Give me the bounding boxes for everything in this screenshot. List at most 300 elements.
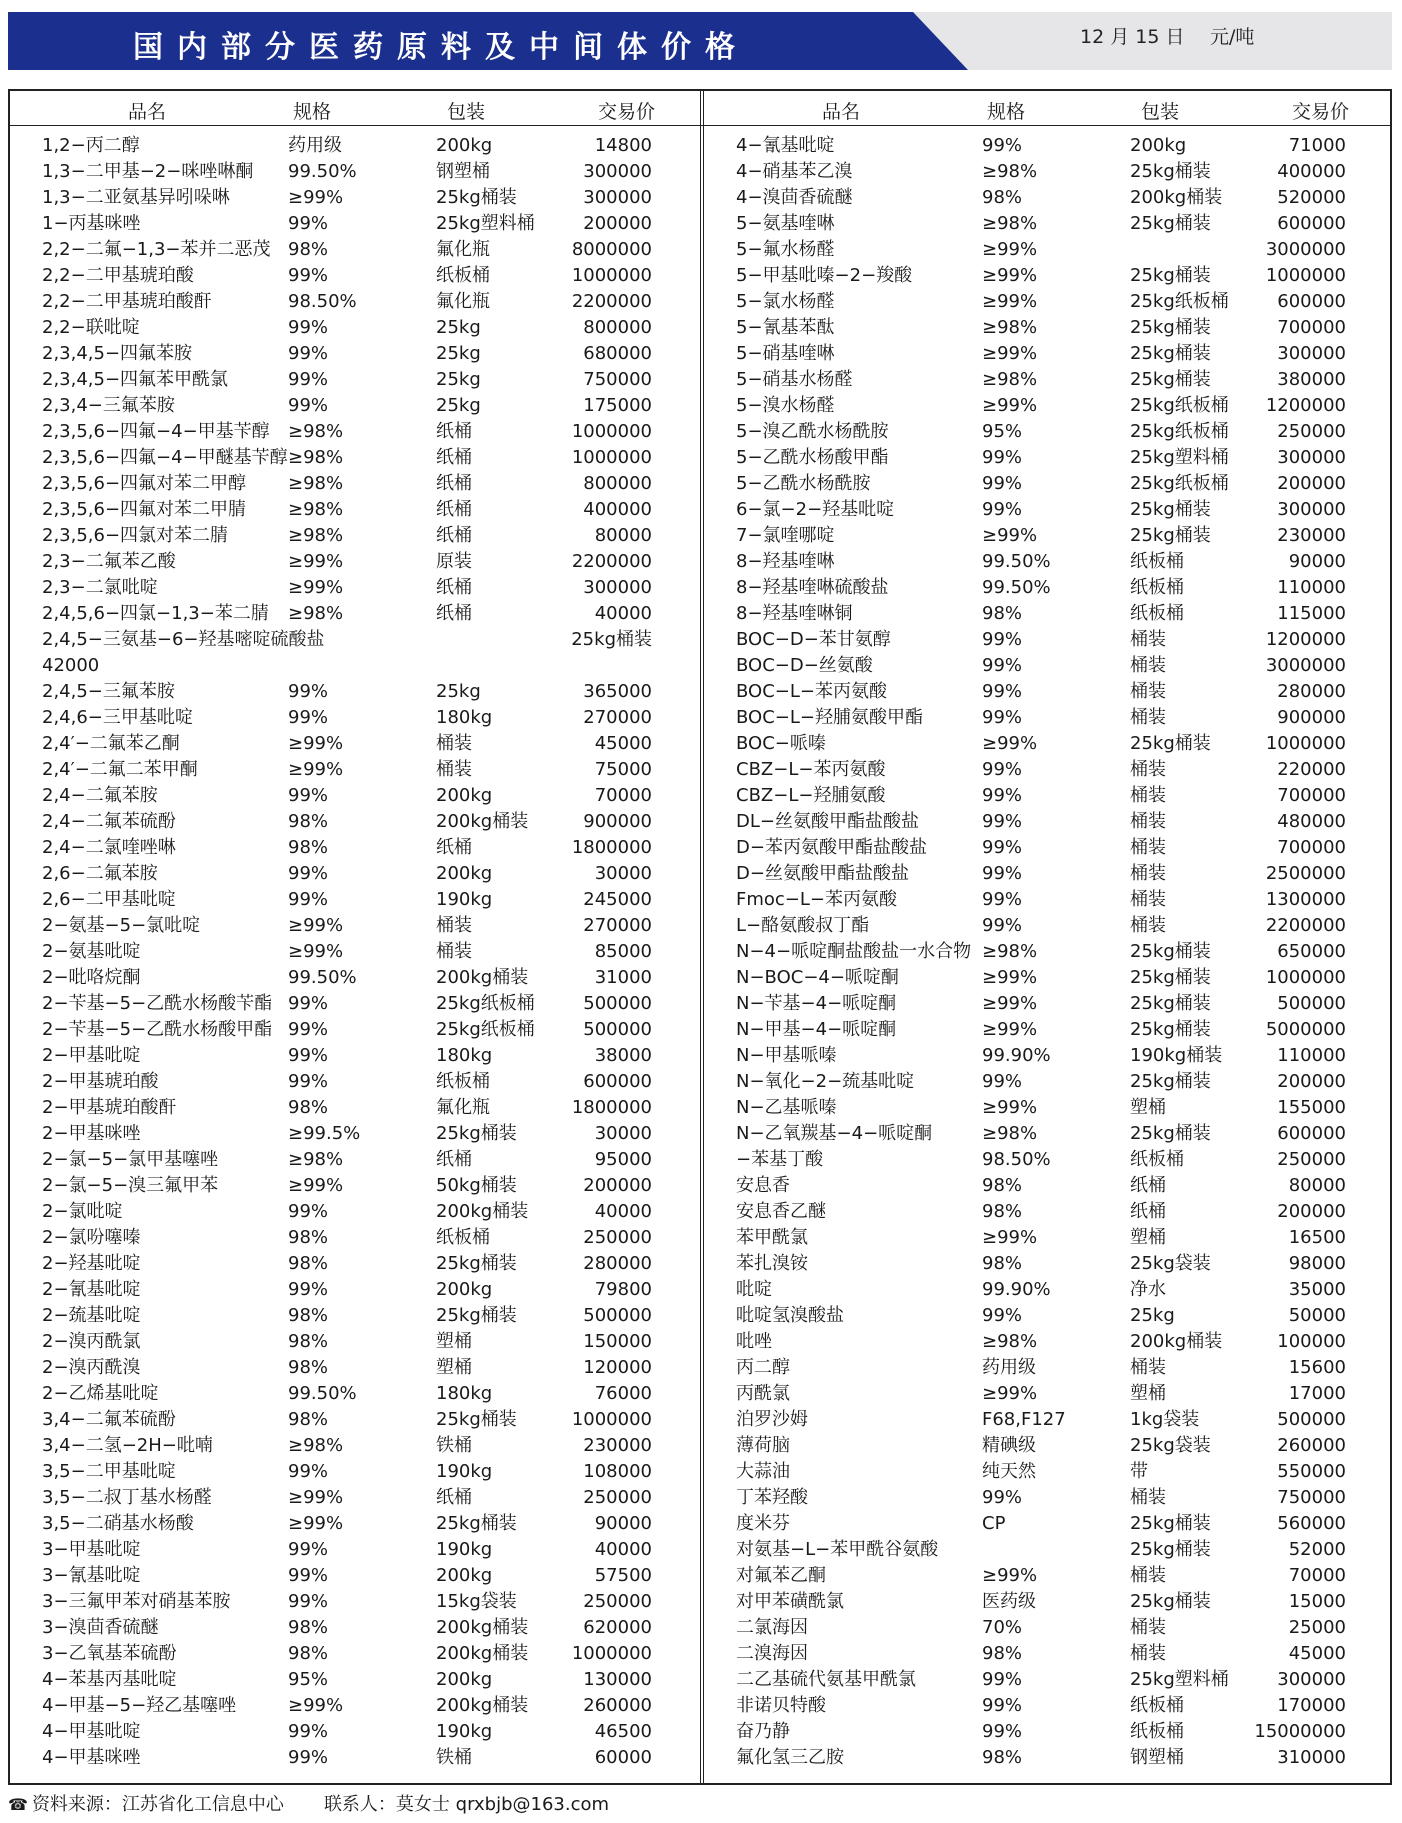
- product-price: 90000: [594, 1513, 652, 1534]
- product-spec: 98%: [982, 1201, 1023, 1222]
- product-packaging: 25kg纸板桶: [436, 993, 535, 1014]
- product-packaging: 190kg: [436, 1461, 493, 1482]
- product-packaging: 钢塑桶: [436, 161, 490, 182]
- product-name: 4−甲基咪唑: [42, 1747, 141, 1768]
- product-packaging: 纸板桶: [1130, 577, 1184, 598]
- product-spec: 98%: [982, 187, 1023, 208]
- product-name: 二氯海因: [736, 1617, 808, 1638]
- table-row: [10, 1251, 700, 1277]
- product-price: 200000: [1277, 1201, 1346, 1222]
- table-row: [704, 263, 1394, 289]
- product-price: 1000000: [571, 447, 652, 468]
- product-price: 900000: [583, 811, 652, 832]
- product-name: 安息香乙醚: [736, 1201, 826, 1222]
- product-packaging: 200kg桶装: [1130, 1331, 1223, 1352]
- product-name: D−丝氨酸甲酯盐酸盐: [736, 863, 909, 884]
- product-packaging: 190kg: [436, 1539, 493, 1560]
- table-row: [704, 289, 1394, 315]
- product-packaging: 25kg纸板桶: [436, 1019, 535, 1040]
- table-row: [10, 445, 700, 471]
- product-name: 3,4−二氟苯硫酚: [42, 1409, 176, 1430]
- product-spec: 99%: [288, 265, 329, 286]
- product-price: 600000: [1277, 1123, 1346, 1144]
- issue-date: 12 月 15 日: [1080, 26, 1185, 48]
- product-name: 2,3,4,5−四氟苯甲酰氯: [42, 369, 229, 390]
- product-name: 2,3,4−三氟苯胺: [42, 395, 175, 416]
- product-spec: 99%: [288, 785, 329, 806]
- product-packaging: 25kg桶装: [1130, 1123, 1211, 1144]
- product-name: 5−硝基喹啉: [736, 343, 835, 364]
- product-spec: 99.50%: [288, 161, 357, 182]
- table-row: [704, 1615, 1394, 1641]
- product-price: 5000000: [1265, 1019, 1346, 1040]
- product-spec: 99%: [288, 1201, 329, 1222]
- product-spec: 98%: [288, 1643, 329, 1664]
- product-price: 15000: [1288, 1591, 1346, 1612]
- product-spec: 98%: [288, 1331, 329, 1352]
- product-packaging: 桶装: [1130, 1643, 1166, 1664]
- product-packaging: 25kg: [436, 681, 481, 702]
- product-name: 2−氯吩噻嗪: [42, 1227, 141, 1248]
- product-price: 70000: [594, 785, 652, 806]
- product-name: 2,3,4,5−四氟苯胺: [42, 343, 193, 364]
- product-packaging: 桶装: [1130, 681, 1166, 702]
- table-row: [704, 1433, 1394, 1459]
- table-row: [704, 1225, 1394, 1251]
- product-packaging: 25kg桶装: [1130, 317, 1211, 338]
- product-name: 丙酰氯: [736, 1383, 790, 1404]
- product-name: 2−苄基−5−乙酰水杨酸苄酯: [42, 993, 273, 1014]
- table-row: [10, 1121, 700, 1147]
- product-spec: 99%: [982, 629, 1023, 650]
- product-spec: ≥99%: [288, 187, 344, 208]
- table-row: [704, 679, 1394, 705]
- product-spec: 99%: [982, 1695, 1023, 1716]
- table-row: [10, 471, 700, 497]
- product-price: 170000: [1277, 1695, 1346, 1716]
- product-packaging: 25kg纸板桶: [1130, 421, 1229, 442]
- product-name: 吡唑: [736, 1331, 772, 1352]
- product-price: 750000: [583, 369, 652, 390]
- product-spec: 99.50%: [288, 1383, 357, 1404]
- product-packaging: 纸板桶: [436, 265, 490, 286]
- product-price: 46500: [594, 1721, 652, 1742]
- table-row: [704, 1485, 1394, 1511]
- product-name: 2−乙烯基吡啶: [42, 1383, 159, 1404]
- product-price: 230000: [1277, 525, 1346, 546]
- table-row: [10, 783, 700, 809]
- product-name: CBZ−L−苯丙氨酸: [736, 759, 886, 780]
- product-packaging: 纸桶: [436, 421, 472, 442]
- table-row: [704, 731, 1394, 757]
- product-name: BOC−L−羟脯氨酸甲酯: [736, 707, 923, 728]
- product-spec: ≥99%: [982, 239, 1038, 260]
- table-row: [704, 757, 1394, 783]
- product-packaging: 25kg桶装: [1130, 1019, 1211, 1040]
- product-price: 500000: [583, 1019, 652, 1040]
- product-spec: 98%: [982, 1253, 1023, 1274]
- product-packaging: 25kg纸板桶: [1130, 395, 1229, 416]
- product-packaging: 氟化瓶: [436, 239, 490, 260]
- product-price: 400000: [583, 499, 652, 520]
- table-row: [10, 991, 700, 1017]
- table-row: [10, 1069, 700, 1095]
- product-price: 31000: [594, 967, 652, 988]
- product-spec: ≥99%: [982, 1227, 1038, 1248]
- product-name: 吡啶: [736, 1279, 772, 1300]
- table-row: [704, 1719, 1394, 1745]
- product-name: 大蒜油: [736, 1461, 790, 1482]
- product-spec: 99%: [982, 785, 1023, 806]
- table-row: [704, 1173, 1394, 1199]
- product-spec: 98%: [288, 1253, 329, 1274]
- product-packaging: 纸板桶: [1130, 1721, 1184, 1742]
- product-spec: ≥99%: [982, 395, 1038, 416]
- table-row: [10, 1329, 700, 1355]
- product-name: 2−氰基吡啶: [42, 1279, 141, 1300]
- product-packaging: 180kg: [436, 1383, 493, 1404]
- product-packaging: 纸板桶: [436, 1071, 490, 1092]
- product-spec: 99.90%: [982, 1279, 1051, 1300]
- product-spec: ≥99.5%: [288, 1123, 361, 1144]
- product-spec: 98%: [982, 603, 1023, 624]
- product-name: 5−氨基喹啉: [736, 213, 835, 234]
- product-price: 260000: [1277, 1435, 1346, 1456]
- product-packaging: 200kg桶装: [436, 1617, 529, 1638]
- product-spec: 98%: [982, 1643, 1023, 1664]
- product-price: 300000: [1277, 447, 1346, 468]
- product-price: 1000000: [571, 265, 652, 286]
- product-price: 500000: [583, 1305, 652, 1326]
- table-row: [704, 1147, 1394, 1173]
- table-row: [10, 133, 700, 159]
- product-price: 175000: [583, 395, 652, 416]
- product-name: 2,4′−二氟二苯甲酮: [42, 759, 198, 780]
- product-price: 1800000: [571, 837, 652, 858]
- product-spec: 99%: [982, 447, 1023, 468]
- table-row: [10, 1199, 700, 1225]
- table-row: [10, 341, 700, 367]
- product-spec: ≥99%: [288, 1695, 344, 1716]
- table-row: [704, 653, 1394, 679]
- table-row: [704, 341, 1394, 367]
- product-name: 2,2−二甲基琥珀酸: [42, 265, 194, 286]
- product-packaging: 25kg: [436, 317, 481, 338]
- product-spec: 药用级: [982, 1357, 1036, 1378]
- product-name: 2−氨基−5−氯吡啶: [42, 915, 201, 936]
- product-price: 270000: [583, 915, 652, 936]
- product-price: 250000: [1277, 421, 1346, 442]
- product-packaging: 200kg桶装: [436, 1643, 529, 1664]
- table-row: [704, 1043, 1394, 1069]
- table-row: [704, 1745, 1394, 1771]
- product-name: N−甲基−4−哌啶酮: [736, 1019, 897, 1040]
- table-row: [704, 1407, 1394, 1433]
- product-spec: 99%: [288, 993, 329, 1014]
- product-name: 5−乙酰水杨酸甲酯: [736, 447, 889, 468]
- product-spec: 99%: [982, 499, 1023, 520]
- product-name: 2−甲基咪唑: [42, 1123, 141, 1144]
- product-name: N−乙基哌嗪: [736, 1097, 837, 1118]
- right-column: [704, 91, 1394, 1783]
- product-spec: ≥99%: [982, 265, 1038, 286]
- product-packaging: 200kg: [1130, 135, 1187, 156]
- product-spec: ≥98%: [288, 447, 344, 468]
- product-packaging: 200kg: [436, 135, 493, 156]
- product-spec: ≥98%: [982, 1123, 1038, 1144]
- product-packaging: 25kg袋装: [1130, 1435, 1211, 1456]
- product-price: 1000000: [1265, 967, 1346, 988]
- product-name: 2,3,5,6−四氟对苯二甲腈: [42, 499, 247, 520]
- product-name: 2,3,5,6−四氟对苯二甲醇: [42, 473, 247, 494]
- product-spec: 99%: [982, 1669, 1023, 1690]
- product-packaging: 25kg桶装: [1130, 213, 1211, 234]
- product-packaging: 200kg桶装: [436, 1695, 529, 1716]
- product-price: 17000: [1288, 1383, 1346, 1404]
- table-row: [10, 1277, 700, 1303]
- product-spec: ≥99%: [982, 1097, 1038, 1118]
- product-name: BOC−D−丝氨酸: [736, 655, 873, 676]
- product-name: 2,4−二氯喹唑啉: [42, 837, 176, 858]
- product-spec: ≥99%: [982, 1565, 1038, 1586]
- table-row: [10, 1563, 700, 1589]
- product-name: 2−氯吡啶: [42, 1201, 123, 1222]
- table-row: [10, 939, 700, 965]
- product-packaging: 桶装: [1130, 915, 1166, 936]
- product-spec: ≥98%: [982, 213, 1038, 234]
- product-price: 45000: [594, 733, 652, 754]
- product-packaging: 200kg: [436, 1279, 493, 1300]
- product-price: 1000000: [1265, 733, 1346, 754]
- product-price: 45000: [1288, 1643, 1346, 1664]
- table-row: [704, 1303, 1394, 1329]
- table-row: [704, 1017, 1394, 1043]
- product-spec: 99.50%: [982, 551, 1051, 572]
- product-name: 2,4−二氟苯硫酚: [42, 811, 176, 832]
- product-price: 155000: [1277, 1097, 1346, 1118]
- product-spec: ≥99%: [982, 1019, 1038, 1040]
- product-price: 3000000: [1265, 239, 1346, 260]
- product-spec: 98.50%: [982, 1149, 1051, 1170]
- product-price: 310000: [1277, 1747, 1346, 1768]
- product-packaging: 50kg桶装: [436, 1175, 517, 1196]
- product-price: 35000: [1288, 1279, 1346, 1300]
- product-packaging: 氟化瓶: [436, 291, 490, 312]
- product-price: 300000: [1277, 1669, 1346, 1690]
- product-packaging: 25kg桶装: [1130, 265, 1211, 286]
- product-packaging: 25kg桶装: [436, 187, 517, 208]
- product-spec: 98%: [982, 1175, 1023, 1196]
- product-name: 2,2−联吡啶: [42, 317, 140, 338]
- table-row: [704, 575, 1394, 601]
- product-spec: 99%: [982, 707, 1023, 728]
- col-header-price: 交易价: [1292, 101, 1350, 123]
- product-price: 380000: [1277, 369, 1346, 390]
- table-row: [704, 133, 1394, 159]
- table-row: [704, 1693, 1394, 1719]
- table-row: [10, 627, 700, 653]
- table-row: [704, 159, 1394, 185]
- product-spec: 99%: [288, 707, 329, 728]
- product-spec: 98%: [982, 1747, 1023, 1768]
- product-packaging: 25kg: [1130, 1305, 1175, 1326]
- table-row: [10, 1043, 700, 1069]
- table-row: [10, 601, 700, 627]
- table-row: [704, 1121, 1394, 1147]
- table-row: [10, 1537, 700, 1563]
- product-spec: 99%: [288, 369, 329, 390]
- product-price: 200000: [1277, 1071, 1346, 1092]
- table-row: [704, 393, 1394, 419]
- table-row: [704, 913, 1394, 939]
- table-row: [704, 1251, 1394, 1277]
- product-packaging: 纸桶: [436, 1487, 472, 1508]
- table-row: [10, 1225, 700, 1251]
- product-name: 5−乙酰水杨酰胺: [736, 473, 871, 494]
- product-price: 600000: [1277, 213, 1346, 234]
- product-spec: 98%: [288, 1305, 329, 1326]
- product-spec: F68,F127: [982, 1409, 1066, 1430]
- product-packaging: 190kg: [436, 889, 493, 910]
- col-header-pack: 包装: [1141, 101, 1180, 123]
- product-packaging: 25kg: [436, 369, 481, 390]
- product-price: 800000: [583, 473, 652, 494]
- product-price: 8000000: [571, 239, 652, 260]
- table-row: [704, 237, 1394, 263]
- product-name: 2−溴丙酰溴: [42, 1357, 141, 1378]
- product-price: 700000: [1277, 317, 1346, 338]
- product-price: 280000: [583, 1253, 652, 1274]
- product-price: 40000: [594, 1201, 652, 1222]
- product-name: 丙二醇: [736, 1357, 790, 1378]
- product-price: 80000: [1288, 1175, 1346, 1196]
- product-spec: 99%: [982, 655, 1023, 676]
- product-spec: ≥99%: [288, 551, 344, 572]
- right-rows: [704, 133, 1394, 1771]
- product-spec: 99%: [288, 1591, 329, 1612]
- table-row: [704, 1069, 1394, 1095]
- product-name: DL−丝氨酸甲酯盐酸盐: [736, 811, 919, 832]
- table-row: [704, 1329, 1394, 1355]
- product-price: 115000: [1277, 603, 1346, 624]
- product-name: 2−羟基吡啶: [42, 1253, 141, 1274]
- product-packaging: 纸桶: [436, 837, 472, 858]
- product-price: 85000: [594, 941, 652, 962]
- product-price: 250000: [583, 1591, 652, 1612]
- table-row: [704, 497, 1394, 523]
- product-price: 1300000: [1265, 889, 1346, 910]
- product-name: 对氨基−L−苯甲酰谷氨酸: [736, 1539, 939, 1560]
- product-spec: 99%: [982, 1487, 1023, 1508]
- product-price: 120000: [583, 1357, 652, 1378]
- table-row: [10, 575, 700, 601]
- product-packaging: 钢塑桶: [1130, 1747, 1184, 1768]
- product-name: 3,5−二硝基水杨酸: [42, 1513, 194, 1534]
- table-row: [10, 185, 700, 211]
- page-title: 国内部分医药原料及中间体价格: [133, 30, 749, 65]
- product-price: 900000: [1277, 707, 1346, 728]
- table-row: [10, 1173, 700, 1199]
- product-packaging: 铁桶: [436, 1747, 472, 1768]
- product-price: 600000: [583, 1071, 652, 1092]
- product-packaging: 桶装: [436, 733, 472, 754]
- product-spec: 98%: [288, 239, 329, 260]
- product-name: 3,5−二甲基吡啶: [42, 1461, 176, 1482]
- product-price: 600000: [1277, 291, 1346, 312]
- product-packaging: 25kg桶装: [436, 1305, 517, 1326]
- product-packaging: 纸桶: [436, 577, 472, 598]
- product-name: 5−氰基苯酞: [736, 317, 835, 338]
- product-name: 吡啶氢溴酸盐: [736, 1305, 844, 1326]
- table-row: [704, 1667, 1394, 1693]
- product-price: 2200000: [571, 291, 652, 312]
- product-price: 620000: [583, 1617, 652, 1638]
- product-price: 150000: [583, 1331, 652, 1352]
- product-price: 250000: [1277, 1149, 1346, 1170]
- table-row: [10, 705, 700, 731]
- product-name: L−酪氨酸叔丁酯: [736, 915, 870, 936]
- product-price: 2200000: [571, 551, 652, 572]
- product-name: 42000: [42, 655, 100, 676]
- product-name: 2−巯基吡啶: [42, 1305, 141, 1326]
- table-row: [704, 1355, 1394, 1381]
- table-row: [10, 1511, 700, 1537]
- product-spec: 99%: [982, 811, 1023, 832]
- product-packaging: 桶装: [436, 915, 472, 936]
- product-packaging: 纸桶: [436, 499, 472, 520]
- product-spec: 99%: [288, 1747, 329, 1768]
- product-price: 76000: [594, 1383, 652, 1404]
- table-row: [10, 1641, 700, 1667]
- product-packaging: 15kg袋装: [436, 1591, 517, 1612]
- product-name: 1−丙基咪唑: [42, 213, 141, 234]
- table-row: [704, 705, 1394, 731]
- product-packaging: 25kg桶装: [436, 1513, 517, 1534]
- product-packaging: 桶装: [1130, 1357, 1166, 1378]
- product-spec: ≥98%: [288, 499, 344, 520]
- product-price: 1000000: [571, 1409, 652, 1430]
- product-name: 二溴海因: [736, 1643, 808, 1664]
- table-row: [10, 679, 700, 705]
- product-name: 对甲苯磺酰氯: [736, 1591, 844, 1612]
- product-packaging: 25kg桶装: [1130, 369, 1211, 390]
- product-name: D−苯丙氨酸甲酯盐酸盐: [736, 837, 927, 858]
- product-price: 1200000: [1265, 395, 1346, 416]
- product-price: 560000: [1277, 1513, 1346, 1534]
- product-price: 60000: [594, 1747, 652, 1768]
- table-row: [10, 159, 700, 185]
- product-packaging: 塑桶: [436, 1331, 472, 1352]
- product-packaging: 25kg: [436, 395, 481, 416]
- product-price: 1000000: [1265, 265, 1346, 286]
- product-spec: 98%: [288, 837, 329, 858]
- product-name: 2,4,5,6−四氯−1,3−苯二腈: [42, 603, 269, 624]
- product-spec: 98%: [288, 1357, 329, 1378]
- table-row: [10, 1355, 700, 1381]
- product-spec: 99.90%: [982, 1045, 1051, 1066]
- product-name: 度米芬: [736, 1513, 790, 1534]
- product-price: 300000: [583, 577, 652, 598]
- product-spec: 99%: [982, 863, 1023, 884]
- product-spec: ≥99%: [288, 577, 344, 598]
- table-row: [10, 263, 700, 289]
- product-name: 5−氟水杨醛: [736, 239, 835, 260]
- product-packaging: 180kg: [436, 707, 493, 728]
- product-packaging: 25kg桶装: [1130, 967, 1211, 988]
- product-spec: ≥99%: [982, 291, 1038, 312]
- table-row: [10, 757, 700, 783]
- table-row: [10, 1693, 700, 1719]
